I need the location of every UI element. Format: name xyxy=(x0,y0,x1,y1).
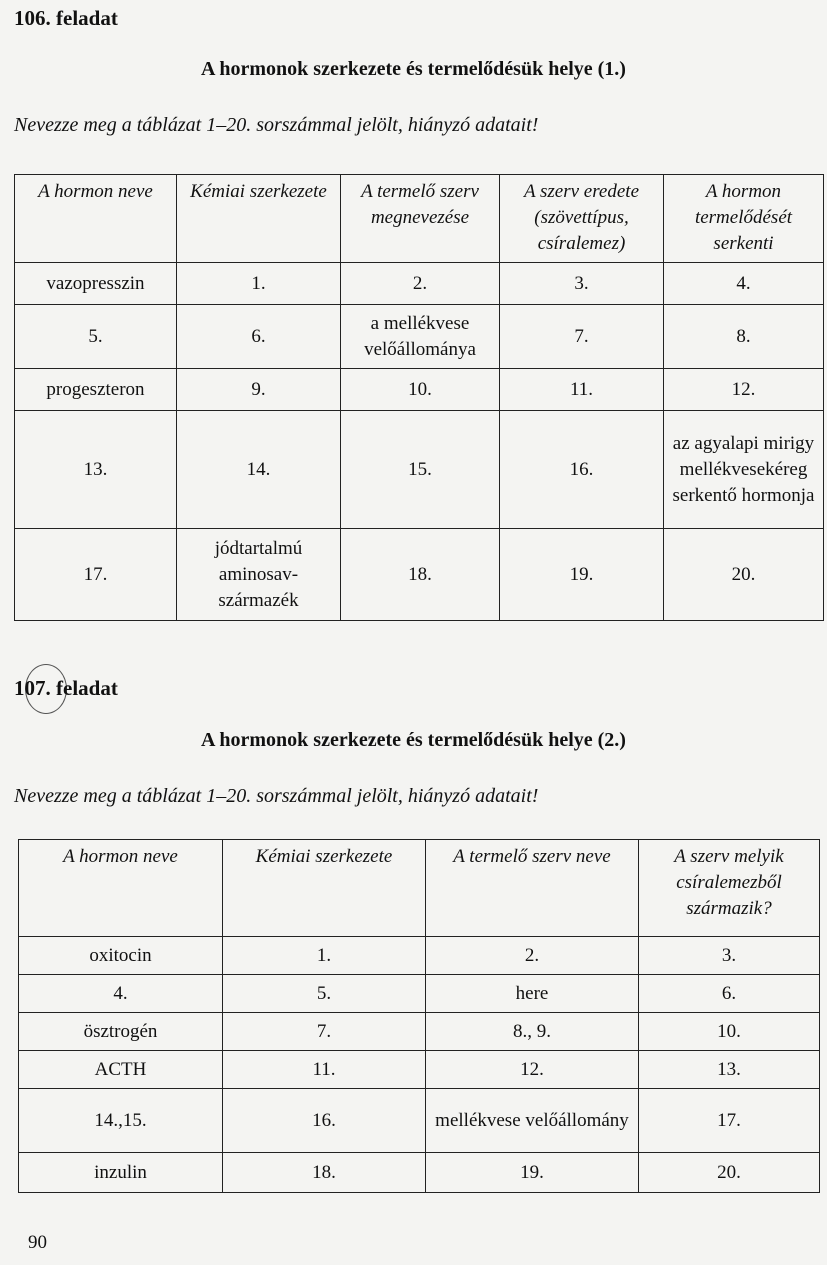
task-106-instruction: Nevezze meg a táblázat 1–20. sorszámmal jelölt, hiányzó adatait! xyxy=(14,114,539,136)
table-header-row xyxy=(15,175,824,263)
table-cell: 16. xyxy=(223,1089,426,1153)
table-cell: 4. xyxy=(664,263,824,305)
table-cell: progeszteron xyxy=(15,369,177,411)
table-cell: 20. xyxy=(664,529,824,621)
table-row xyxy=(19,1051,820,1089)
table-row xyxy=(15,263,824,305)
header-cell: Kémiai szerkezete xyxy=(177,175,341,263)
table-cell: ACTH xyxy=(19,1051,223,1089)
table-cell: 7. xyxy=(500,305,664,369)
table-cell: 3. xyxy=(500,263,664,305)
task-106-number: 106. feladat xyxy=(14,6,118,30)
table-cell: oxitocin xyxy=(19,937,223,975)
table-row xyxy=(19,1153,820,1193)
table-cell: 13. xyxy=(639,1051,820,1089)
table-cell: here xyxy=(426,975,639,1013)
table-cell: 1. xyxy=(177,263,341,305)
task-106-title: A hormonok szerkezete és termelődésük helye (1.) xyxy=(201,58,626,80)
table-cell: 7. xyxy=(223,1013,426,1051)
table-cell: 12. xyxy=(426,1051,639,1089)
table-cell: 2. xyxy=(341,263,500,305)
task-107-instruction: Nevezze meg a táblázat 1–20. sorszámmal jelölt, hiányzó adatait! xyxy=(14,785,539,807)
table-cell: 5. xyxy=(15,305,177,369)
header-cell: Kémiai szerkezete xyxy=(223,840,426,937)
table-cell: ösztrogén xyxy=(19,1013,223,1051)
table-cell: 1. xyxy=(223,937,426,975)
table-cell: 20. xyxy=(639,1153,820,1193)
table-cell: 19. xyxy=(500,529,664,621)
page-number: 90 xyxy=(28,1232,47,1253)
table-cell: 14. xyxy=(177,411,341,529)
hormone-table-2 xyxy=(18,839,820,1193)
task-107-number: 107. feladat xyxy=(14,676,118,700)
table-row xyxy=(19,937,820,975)
table-cell: 15. xyxy=(341,411,500,529)
table-cell: 2. xyxy=(426,937,639,975)
header-cell: A hormon neve xyxy=(19,840,223,937)
header-cell: A termelő szerv neve xyxy=(426,840,639,937)
table-cell: jódtartalmú aminosav-származék xyxy=(177,529,341,621)
header-cell: A hormon termelődését serkenti xyxy=(664,175,824,263)
table-cell: 17. xyxy=(639,1089,820,1153)
table-header-row xyxy=(19,840,820,937)
table-cell: 8. xyxy=(664,305,824,369)
table-cell: a mellékvese velőállománya xyxy=(341,305,500,369)
header-cell: A termelő szerv megnevezése xyxy=(341,175,500,263)
table-cell: 8., 9. xyxy=(426,1013,639,1051)
table-cell: 11. xyxy=(223,1051,426,1089)
table-cell: 16. xyxy=(500,411,664,529)
table-row xyxy=(15,411,824,529)
table-cell: 18. xyxy=(341,529,500,621)
table-cell: mellékvese velőállomány xyxy=(426,1089,639,1153)
table-cell: 17. xyxy=(15,529,177,621)
header-cell: A szerv eredete (szövettípus, csíralemez) xyxy=(500,175,664,263)
table-cell: 5. xyxy=(223,975,426,1013)
table-cell: 6. xyxy=(177,305,341,369)
header-cell: A szerv melyik csíralemezből származik? xyxy=(639,840,820,937)
table-cell: az agyalapi mirigy mellékvesekéreg serkentő hormonja xyxy=(664,411,824,529)
table-cell: 3. xyxy=(639,937,820,975)
table-cell: 4. xyxy=(19,975,223,1013)
table-cell: 12. xyxy=(664,369,824,411)
table-cell: vazopresszin xyxy=(15,263,177,305)
header-cell: A hormon neve xyxy=(15,175,177,263)
task-107-title: A hormonok szerkezete és termelődésük helye (2.) xyxy=(201,729,626,751)
table-cell: 18. xyxy=(223,1153,426,1193)
table-row xyxy=(19,1089,820,1153)
hormone-table-1 xyxy=(14,174,824,621)
table-row xyxy=(15,369,824,411)
table-row xyxy=(15,529,824,621)
table-cell: 6. xyxy=(639,975,820,1013)
table-cell: 11. xyxy=(500,369,664,411)
table-row xyxy=(19,1013,820,1051)
table-cell: inzulin xyxy=(19,1153,223,1193)
table-cell: 10. xyxy=(341,369,500,411)
table-cell: 19. xyxy=(426,1153,639,1193)
table-row xyxy=(15,305,824,369)
table-cell: 9. xyxy=(177,369,341,411)
table-cell: 13. xyxy=(15,411,177,529)
table-cell: 10. xyxy=(639,1013,820,1051)
table-cell: 14.,15. xyxy=(19,1089,223,1153)
table-row xyxy=(19,975,820,1013)
